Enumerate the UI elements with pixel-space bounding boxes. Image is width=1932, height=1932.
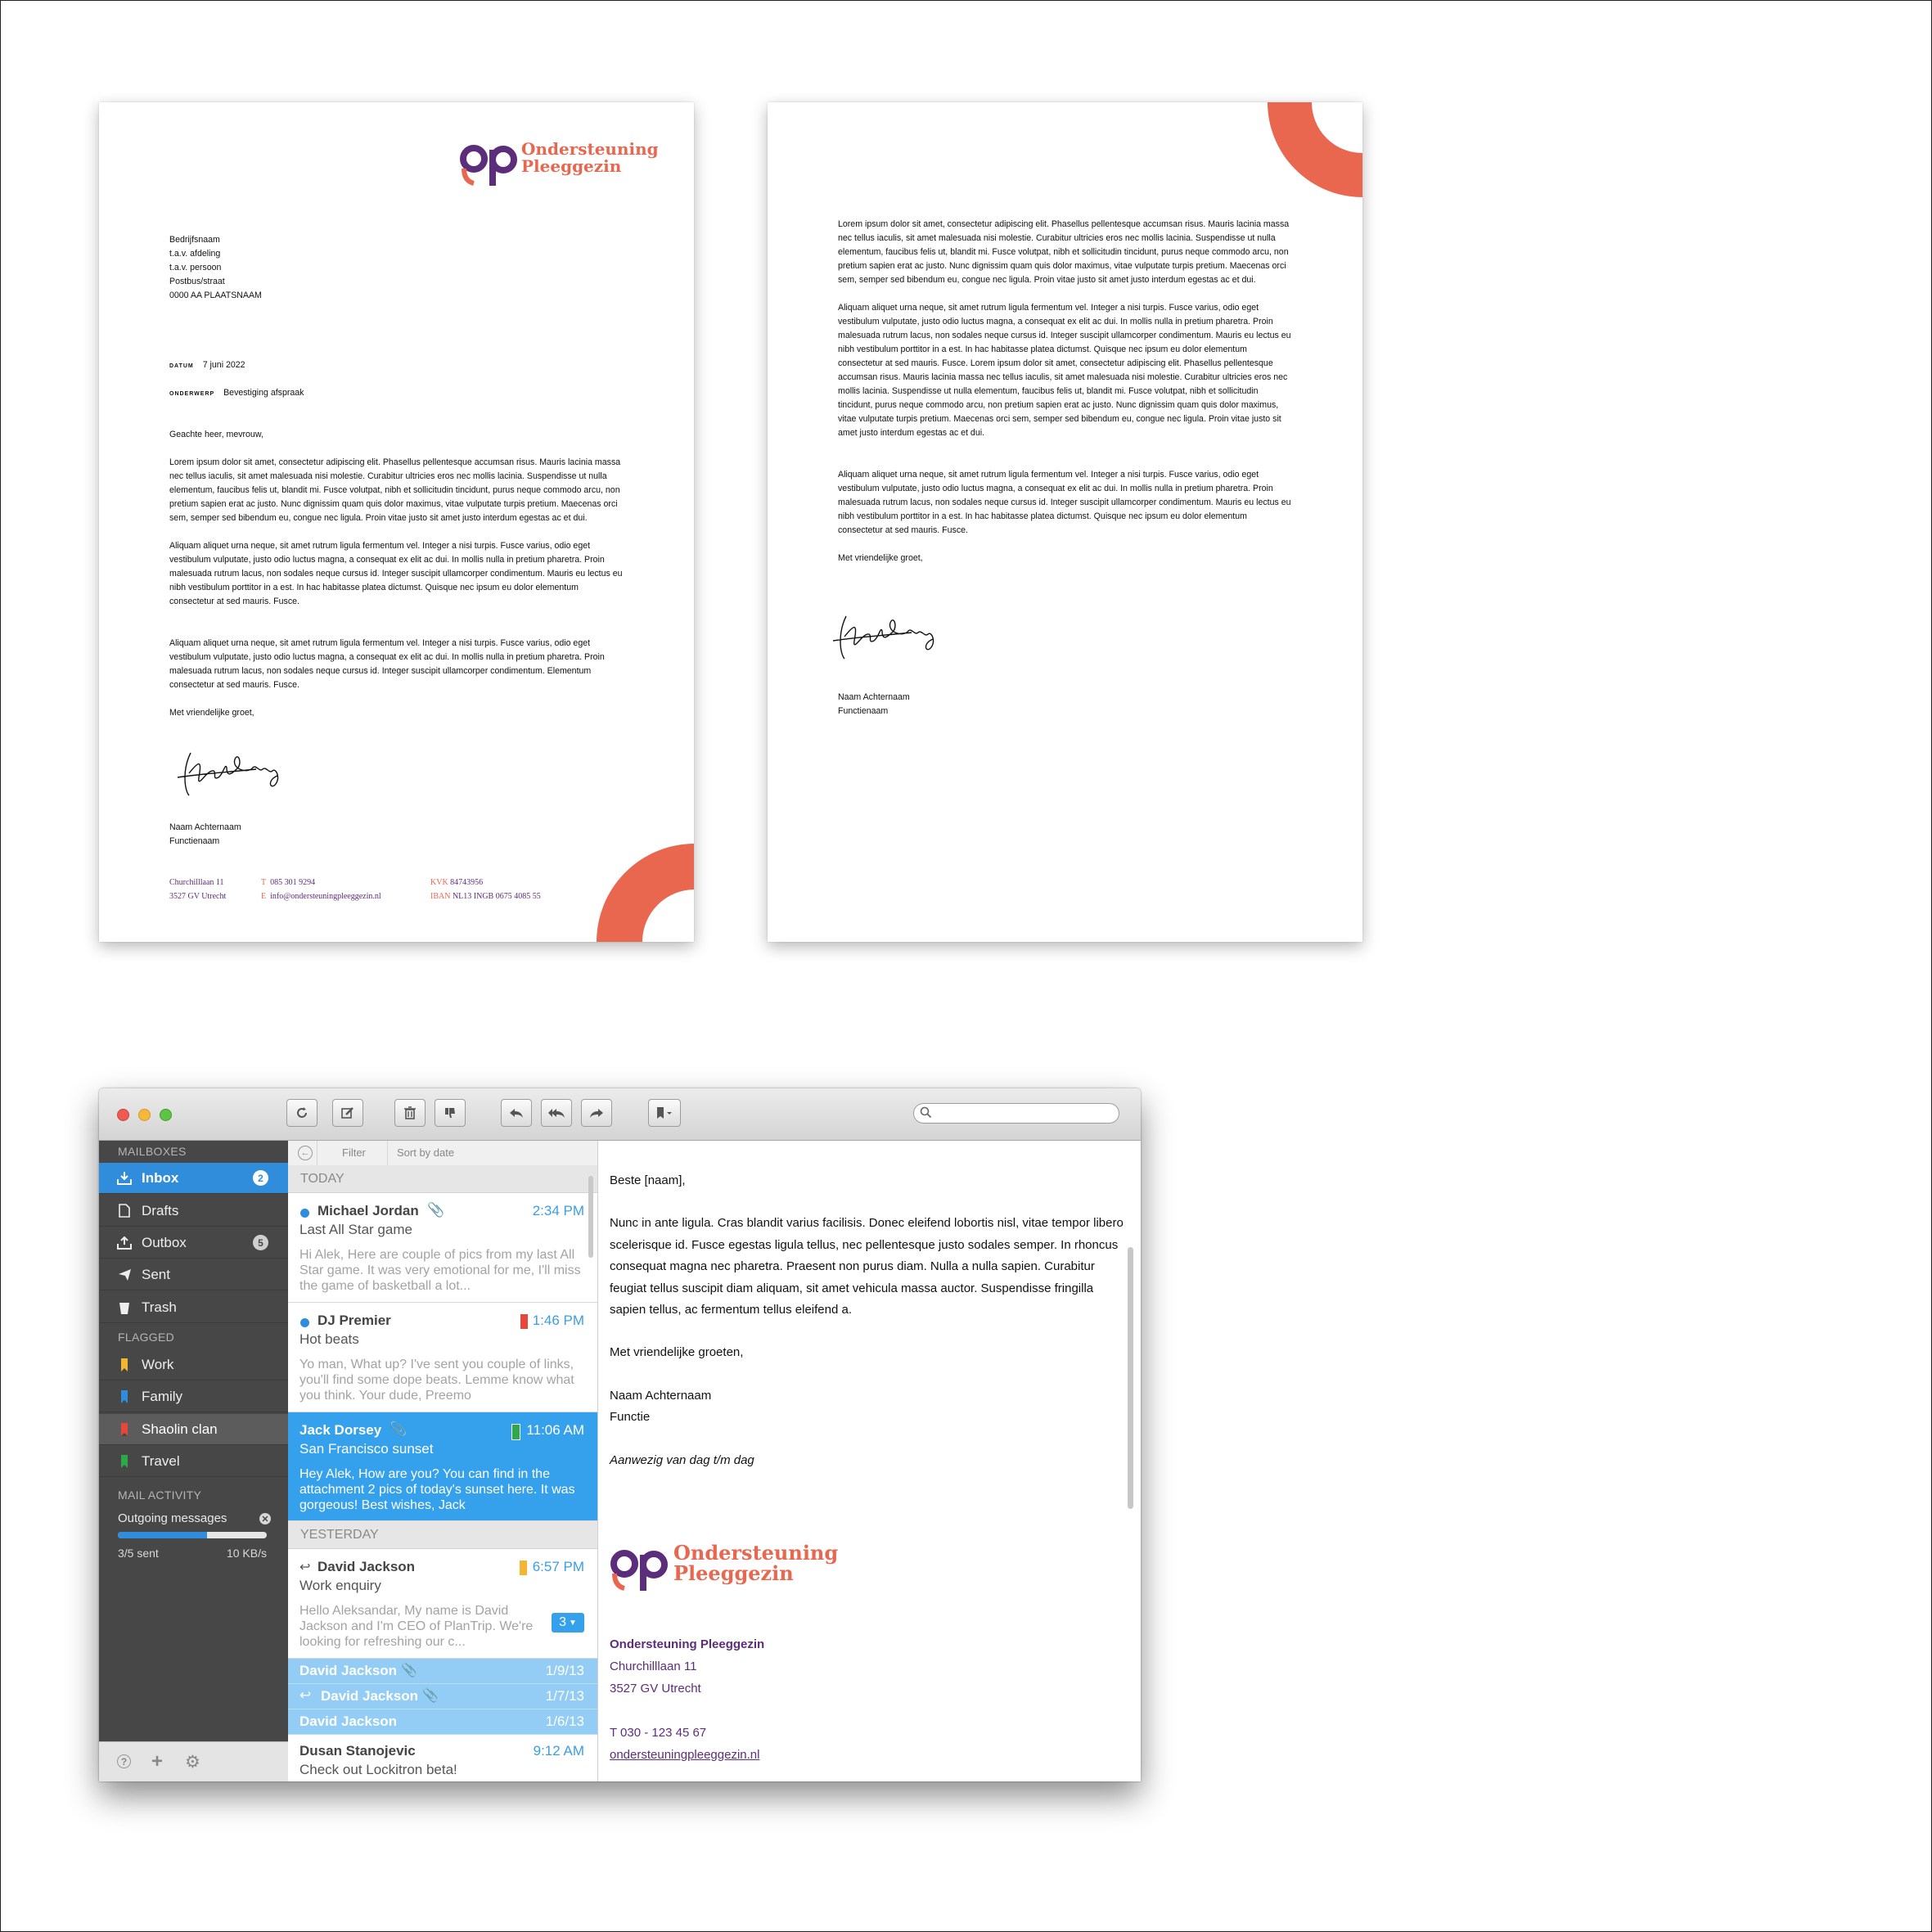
handwritten-signature — [174, 745, 289, 802]
address-line: 0000 AA PLAATSNAAM — [169, 290, 262, 300]
cancel-outgoing-button[interactable] — [259, 1513, 271, 1524]
message-subject: San Francisco sunset — [299, 1441, 434, 1457]
message-time: 11:06 AM — [526, 1422, 584, 1438]
flag-icon — [117, 1455, 132, 1468]
signature-logo — [610, 1540, 838, 1597]
address-line: Postbus/straat — [169, 277, 225, 286]
sidebar-item-label: Sent — [142, 1266, 170, 1282]
letter-page-second — [768, 102, 1362, 942]
body-paragraph: Aliquam aliquet urna neque, sit amet rutrum ligula fermentum vel. Integer a nisi turpis. Fusce varius, odio eget vestibulum vulputate, justo odio luctus magna, a consequat ex elit ac dui. In mollis nulla in pretium pharetra. Proin malesuada rutrum lacus, non sodales neque cursus id. Integer suscipit ullamcorper condimentum. Mauris eu lectus eu nibh vestibulum porttitor in a est. In hac habitasse platea dictumst. Quisque nec ipsum eu dolor elementum consectetur at sed mauris. Fusce. — [838, 470, 1291, 535]
message-subject: Hot beats — [299, 1331, 359, 1347]
signer-function: Functie — [610, 1410, 651, 1425]
signer-name: Naam Achternaam — [838, 692, 910, 702]
footer-iban: NL13 INGB 0675 4085 55 — [452, 892, 541, 901]
signer-name: Naam Achternaam — [610, 1388, 712, 1403]
message-time: 9:12 AM — [533, 1743, 584, 1759]
attachment-paperclip-icon: 📎 — [427, 1202, 445, 1218]
iban-key: IBAN — [430, 892, 451, 901]
signer-function: Functienaam — [838, 706, 889, 716]
message-item[interactable] — [288, 1735, 597, 1781]
chevron-down-icon: ▼ — [569, 1618, 577, 1628]
yellow-flag-icon — [520, 1560, 527, 1575]
filter-button[interactable]: Filter — [342, 1146, 366, 1159]
address-line: Bedrijfsnaam — [169, 235, 220, 245]
gear-icon[interactable]: ⚙ — [185, 1753, 200, 1772]
minimize-window-button[interactable] — [138, 1109, 151, 1121]
sidebar-item-drafts[interactable] — [99, 1196, 288, 1227]
flag-color-swatch — [121, 1390, 128, 1403]
thread-item[interactable] — [288, 1659, 597, 1684]
flag-color-swatch — [121, 1358, 128, 1371]
toolbar — [99, 1088, 1141, 1141]
date-label: DATUM — [169, 363, 194, 369]
signer-block — [169, 821, 241, 849]
unread-dot-icon — [300, 1318, 309, 1327]
thread-sender: David Jackson — [299, 1663, 398, 1678]
thread-item[interactable] — [288, 1684, 597, 1709]
message-time: 6:57 PM — [532, 1559, 584, 1574]
letter-body — [169, 428, 624, 720]
compose-icon — [341, 1106, 354, 1119]
message-reader — [598, 1141, 1141, 1781]
phone-key: T — [261, 878, 267, 887]
sidebar-item-label: Work — [142, 1356, 174, 1372]
footer-street: Churchilllaan 11 — [169, 878, 224, 887]
closing: Met vriendelijke groet, — [169, 708, 254, 718]
closing: Met vriendelijke groet, — [838, 553, 923, 563]
thread-date: 1/7/13 — [545, 1688, 584, 1704]
thread-count-button[interactable] — [552, 1613, 584, 1633]
body-paragraph: Lorem ipsum dolor sit amet, consectetur adipiscing elit. Phasellus pellentesque accumsan risus. Mauris lacinia massa nec tellus iaculis, sit amet malesuada nisi molestie. Curabitur ultricies eros nec mollis lacinia. Suspendisse ut nulla elementum, faucibus felis ut, blandit mi. Fusce volutpat, nibh et sollicitudin tincidunt, purus neque commodo arcu, non pretium sapien erat ac justo. Nunc dignissim quam quis dolor maximus, vitae vulputate turpis pretium. Maecenas orci sem, semper sed bibendum eu, congue nec ligula. Proin vitae justo sit amet justo interdum egestas ac et dui. — [838, 219, 1290, 285]
inbox-icon — [117, 1172, 132, 1185]
message-time: 1:46 PM — [532, 1313, 584, 1328]
thumbs-down-icon — [444, 1106, 457, 1119]
footer-contact — [261, 876, 381, 903]
refresh-icon — [295, 1106, 308, 1119]
availability-note: Aanwezig van dag t/m dag — [610, 1452, 754, 1467]
close-icon: ✕ — [261, 1514, 269, 1524]
thread-item[interactable] — [288, 1709, 597, 1735]
trash-icon — [403, 1106, 417, 1119]
replied-icon: ↩ — [299, 1560, 311, 1574]
mailboxes-header: MAILBOXES — [118, 1145, 187, 1158]
paper-plane-icon — [117, 1268, 132, 1281]
flag-color-swatch — [121, 1423, 128, 1436]
footer-email: info@ondersteuningpleeggezin.nl — [270, 892, 381, 901]
subject-row — [169, 386, 304, 401]
op-logo-mark-icon — [459, 135, 518, 192]
message-preview: Yo man, What up? I've sent you couple of links, you'll find some dope beats. Lemme know what you think. Your dude, Preemo — [299, 1358, 574, 1403]
reply-all-button[interactable] — [541, 1099, 572, 1127]
pending-count-badge: 5 — [253, 1235, 268, 1250]
body-paragraph: Lorem ipsum dolor sit amet, consectetur adipiscing elit. Phasellus pellentesque accumsan risus. Mauris lacinia massa nec tellus iaculis, sit amet malesuada nisi molestie. Curabitur ultricies eros nec mollis lacinia. Suspendisse ut nulla elementum, faucibus felis ut, blandit mi. Fusce volutpat, nibh et sollicitudin tincidunt, purus neque commodo arcu, non pretium sapien erat ac justo. Nunc dignissim quam quis dolor maximus, vitae vulputate turpis pretium. Maecenas orci sem, semper sed bibendum eu, congue nec ligula. Proin vitae justo sit amet justo interdum egestas ac et dui. — [169, 457, 621, 523]
message-preview: Hey Alek, How are you? You can find in the attachment 2 pics of today's sunset here. It was gorgeous! Best wishes, Jack — [299, 1467, 575, 1512]
junk-button[interactable] — [435, 1099, 466, 1127]
delete-button[interactable] — [394, 1099, 426, 1127]
letter-body — [838, 218, 1292, 565]
body-paragraph: Aliquam aliquet urna neque, sit amet rutrum ligula fermentum vel. Integer a nisi turpis. Fusce varius, odio eget vestibulum vulputate, justo odio luctus magna, a consequat ex elit ac dui. In mollis nulla in pretium pharetra. Proin malesuada rutrum lacus, non sodales neque cursus id. Integer suscipit ullamcorper condimentum. Mauris eu lectus eu nibh vestibulum porttitor in a est. In hac habitasse platea dictumst. Quisque nec ipsum eu dolor elementum consectetur at sed mauris. Fusce. Lorem ipsum dolor sit amet, consectetur adipiscing elit. Phasellus pellentesque accumsan risus. Mauris lacinia massa nec tellus iaculis, sit amet malesuada nisi molestie. Curabitur ultricies eros nec mollis lacinia. Suspendisse ut nulla elementum, faucibus felis ut, blandit mi. Fusce volutpat, nibh et sollicitudin tincidunt, purus neque commodo arcu, non pretium sapien erat ac justo. Nunc dignissim quam quis dolor maximus, vitae vulputate turpis pretium. Maecenas orci sem, semper sed bibendum eu, congue nec ligula. Proin vitae justo sit amet justo interdum egestas ac et dui. — [838, 303, 1291, 438]
signature-street: Churchilllaan 11 — [610, 1660, 697, 1673]
sidebar-item-label: Travel — [142, 1452, 180, 1469]
list-scrollbar[interactable] — [588, 1176, 593, 1258]
green-flag-icon — [511, 1424, 520, 1440]
search-input[interactable] — [935, 1106, 1115, 1122]
message-preview: Hi Alek, Here are couple of pics from my last All Star game. It was very emotional for me, I'll miss the game of basketball a lot... — [299, 1248, 581, 1293]
outgoing-speed: 10 KB/s — [226, 1547, 267, 1560]
sidebar-item-trash[interactable] — [99, 1292, 288, 1323]
message-sender: Jack Dorsey — [299, 1422, 382, 1438]
bookmark-dropdown-icon — [655, 1106, 673, 1119]
attachment-paperclip-icon: 📎 — [401, 1664, 417, 1678]
footer-phone: 085 301 9294 — [270, 878, 316, 887]
thread-date: 1/6/13 — [545, 1714, 584, 1729]
subject-label: ONDERWERP — [169, 391, 215, 397]
document-icon — [117, 1204, 132, 1218]
letter-page-first — [99, 102, 694, 942]
sidebar-item-label: Shaolin clan — [142, 1421, 218, 1437]
message-subject: Work enquiry — [299, 1578, 381, 1593]
kvk-key: KVK — [430, 878, 448, 887]
sidebar-item-work[interactable] — [99, 1349, 288, 1380]
flag-icon — [117, 1358, 132, 1371]
sidebar-item-sent[interactable] — [99, 1259, 288, 1290]
red-flag-icon — [520, 1314, 528, 1329]
search-field[interactable] — [913, 1103, 1119, 1124]
trash-icon — [117, 1301, 132, 1314]
sidebar-item-shaolin-clan[interactable] — [99, 1414, 288, 1445]
subject-value: Bevestiging afspraak — [223, 388, 304, 398]
message-item[interactable] — [288, 1193, 597, 1303]
outgoing-label: Outgoing messages — [118, 1511, 227, 1525]
add-mailbox-icon[interactable]: + — [151, 1750, 164, 1772]
compose-button[interactable] — [332, 1099, 363, 1127]
brand-name-line1: Ondersteuning — [673, 1540, 839, 1565]
flagged-header: FLAGGED — [118, 1331, 175, 1344]
zoom-window-button[interactable] — [160, 1109, 172, 1121]
search-icon — [920, 1106, 933, 1119]
back-arrow-icon[interactable]: ← — [298, 1146, 313, 1160]
sidebar-item-travel[interactable] — [99, 1446, 288, 1477]
reply-button[interactable] — [501, 1099, 532, 1127]
thread-sender: David Jackson — [321, 1688, 419, 1704]
brand-name-line1: Ondersteuning — [521, 139, 659, 159]
footer-registration — [430, 876, 541, 903]
thread-count: 3 — [559, 1615, 566, 1629]
signer-function: Functienaam — [169, 836, 220, 846]
outgoing-progress-fill — [118, 1532, 207, 1538]
section-header-today: TODAY — [288, 1165, 597, 1193]
message-list — [288, 1141, 598, 1781]
sidebar-item-label: Inbox — [142, 1169, 179, 1186]
footer-kvk: 84743956 — [450, 878, 484, 887]
message-item-selected[interactable] — [288, 1412, 597, 1521]
message-item[interactable] — [288, 1303, 597, 1412]
signature-phone: T 030 - 123 45 67 — [610, 1726, 707, 1740]
forward-button[interactable] — [581, 1099, 612, 1127]
replied-icon: ↩ — [299, 1687, 312, 1703]
corner-arc-decoration — [597, 844, 694, 942]
attachment-paperclip-icon: 📎 — [390, 1421, 408, 1437]
signature-block — [610, 1633, 764, 1766]
attachment-paperclip-icon: 📎 — [422, 1689, 439, 1703]
thread-date: 1/9/13 — [545, 1663, 584, 1678]
message-sender: Dusan Stanojevic — [299, 1743, 416, 1759]
help-icon[interactable]: ? — [117, 1754, 131, 1768]
sidebar-item-family[interactable] — [99, 1381, 288, 1412]
close-window-button[interactable] — [117, 1109, 129, 1121]
body-paragraph: Aliquam aliquet urna neque, sit amet rutrum ligula fermentum vel. Integer a nisi turpis. Fusce varius, odio eget vestibulum vulputate, justo odio luctus magna, a consequat ex elit ac dui. In mollis nulla in pretium pharetra. Proin malesuada rutrum lacus, non sodales neque cursus id. Integer suscipit ullamcorper condimentum. Elementum consectetur at sed mauris. Fusce. — [169, 638, 605, 690]
sidebar-item-label: Drafts — [142, 1202, 179, 1218]
outbox-icon — [117, 1236, 132, 1250]
brand-name-line2: Pleeggezin — [521, 156, 622, 176]
signer-block — [838, 691, 910, 718]
footer-address — [169, 876, 226, 903]
sidebar-item-label: Outbox — [142, 1234, 187, 1250]
recipient-address — [169, 233, 262, 303]
message-subject: Check out Lockitron beta! — [299, 1762, 457, 1777]
outgoing-progress-bar — [118, 1532, 267, 1538]
message-subject: Last All Star game — [299, 1222, 412, 1237]
body-paragraph: Nunc in ante ligula. Cras blandit varius facilisis. Donec eleifend lobortis nisl, vitae tempor libero scelerisque id. Fusce egestas ligula tellus, nec pellentesque justo sodales semper. In rhoncus consequat magna nec pharetra. Praesent non purus diam. Nulla a nulla sapien. Curabitur feugiat tellus suscipit diam aliquam, sit amet vehicula massa auctor. Suspendisse fringilla sapien tellus, ac fermentum tellus eleifend a. — [610, 1216, 1124, 1317]
outgoing-sent-count: 3/5 sent — [118, 1547, 159, 1560]
body-paragraph: Aliquam aliquet urna neque, sit amet rutrum ligula fermentum vel. Integer a nisi turpis. Fusce varius, odio eget vestibulum vulputate, justo odio luctus magna, a consequat ex elit ac dui. In mollis nulla in pretium pharetra. Proin malesuada rutrum lacus, non sodales neque cursus id. Integer suscipit ullamcorper condimentum. Mauris eu lectus eu nibh vestibulum porttitor in a est. In hac habitasse platea dictumst. Quisque nec ipsum eu dolor elementum consectetur at sed mauris. Fusce. — [169, 541, 623, 606]
reader-scrollbar[interactable] — [1128, 1247, 1133, 1509]
signature-city: 3527 GV Utrecht — [610, 1682, 701, 1696]
mailbox-sidebar — [99, 1141, 288, 1781]
unread-dot-icon — [300, 1209, 309, 1218]
message-sender: DJ Premier — [317, 1313, 391, 1328]
brand-name-line2: Pleeggezin — [673, 1561, 794, 1585]
footer-city: 3527 GV Utrecht — [169, 892, 227, 901]
address-line: t.a.v. afdeling — [169, 249, 221, 259]
message-sender: David Jackson — [317, 1559, 416, 1574]
section-header-yesterday: YESTERDAY — [288, 1521, 597, 1549]
signature-org: Ondersteuning Pleeggezin — [610, 1637, 765, 1651]
closing: Met vriendelijke groeten, — [610, 1345, 744, 1360]
op-logo-mark-icon — [610, 1540, 669, 1597]
brand-logo — [459, 135, 659, 192]
signature-website-link[interactable]: ondersteuningpleeggezin.nl — [610, 1748, 760, 1762]
sort-button[interactable]: Sort by date — [397, 1146, 455, 1159]
sidebar-item-label: Trash — [142, 1299, 177, 1315]
signer-name: Naam Achternaam — [169, 822, 241, 832]
address-line: t.a.v. persoon — [169, 263, 222, 272]
message-item[interactable] — [288, 1549, 597, 1659]
flag-icon — [117, 1390, 132, 1403]
date-value: 7 juni 2022 — [202, 360, 245, 370]
handwritten-signature — [830, 608, 944, 665]
reply-all-icon — [547, 1106, 565, 1119]
sidebar-item-outbox[interactable] — [99, 1227, 288, 1259]
thread-sender: David Jackson — [299, 1714, 398, 1729]
filter-bar — [288, 1141, 597, 1166]
flag-color-swatch — [121, 1455, 128, 1468]
salutation: Geachte heer, mevrouw, — [169, 430, 263, 439]
unread-count-badge: 2 — [253, 1170, 268, 1186]
sidebar-item-label: Family — [142, 1388, 183, 1404]
reply-icon — [509, 1106, 524, 1119]
flag-menu-button[interactable] — [648, 1099, 681, 1127]
mail-app-window — [99, 1088, 1141, 1781]
mail-activity-header: MAIL ACTIVITY — [118, 1488, 202, 1502]
message-preview: Hello Aleksandar, My name is David Jackson and I'm CEO of PlanTrip. We're looking for refreshing our c... — [299, 1604, 534, 1649]
refresh-button[interactable] — [286, 1099, 317, 1127]
date-row — [169, 358, 245, 373]
corner-arc-decoration — [1263, 102, 1362, 197]
sidebar-item-inbox[interactable] — [99, 1163, 288, 1194]
email-key: E — [261, 892, 267, 901]
sidebar-footer — [99, 1741, 288, 1781]
message-sender: Michael Jordan — [317, 1203, 419, 1218]
message-time: 2:34 PM — [532, 1203, 584, 1218]
greeting: Beste [naam], — [610, 1173, 686, 1187]
forward-icon — [589, 1106, 604, 1119]
message-body — [610, 1170, 1125, 1471]
flag-icon — [117, 1423, 132, 1436]
